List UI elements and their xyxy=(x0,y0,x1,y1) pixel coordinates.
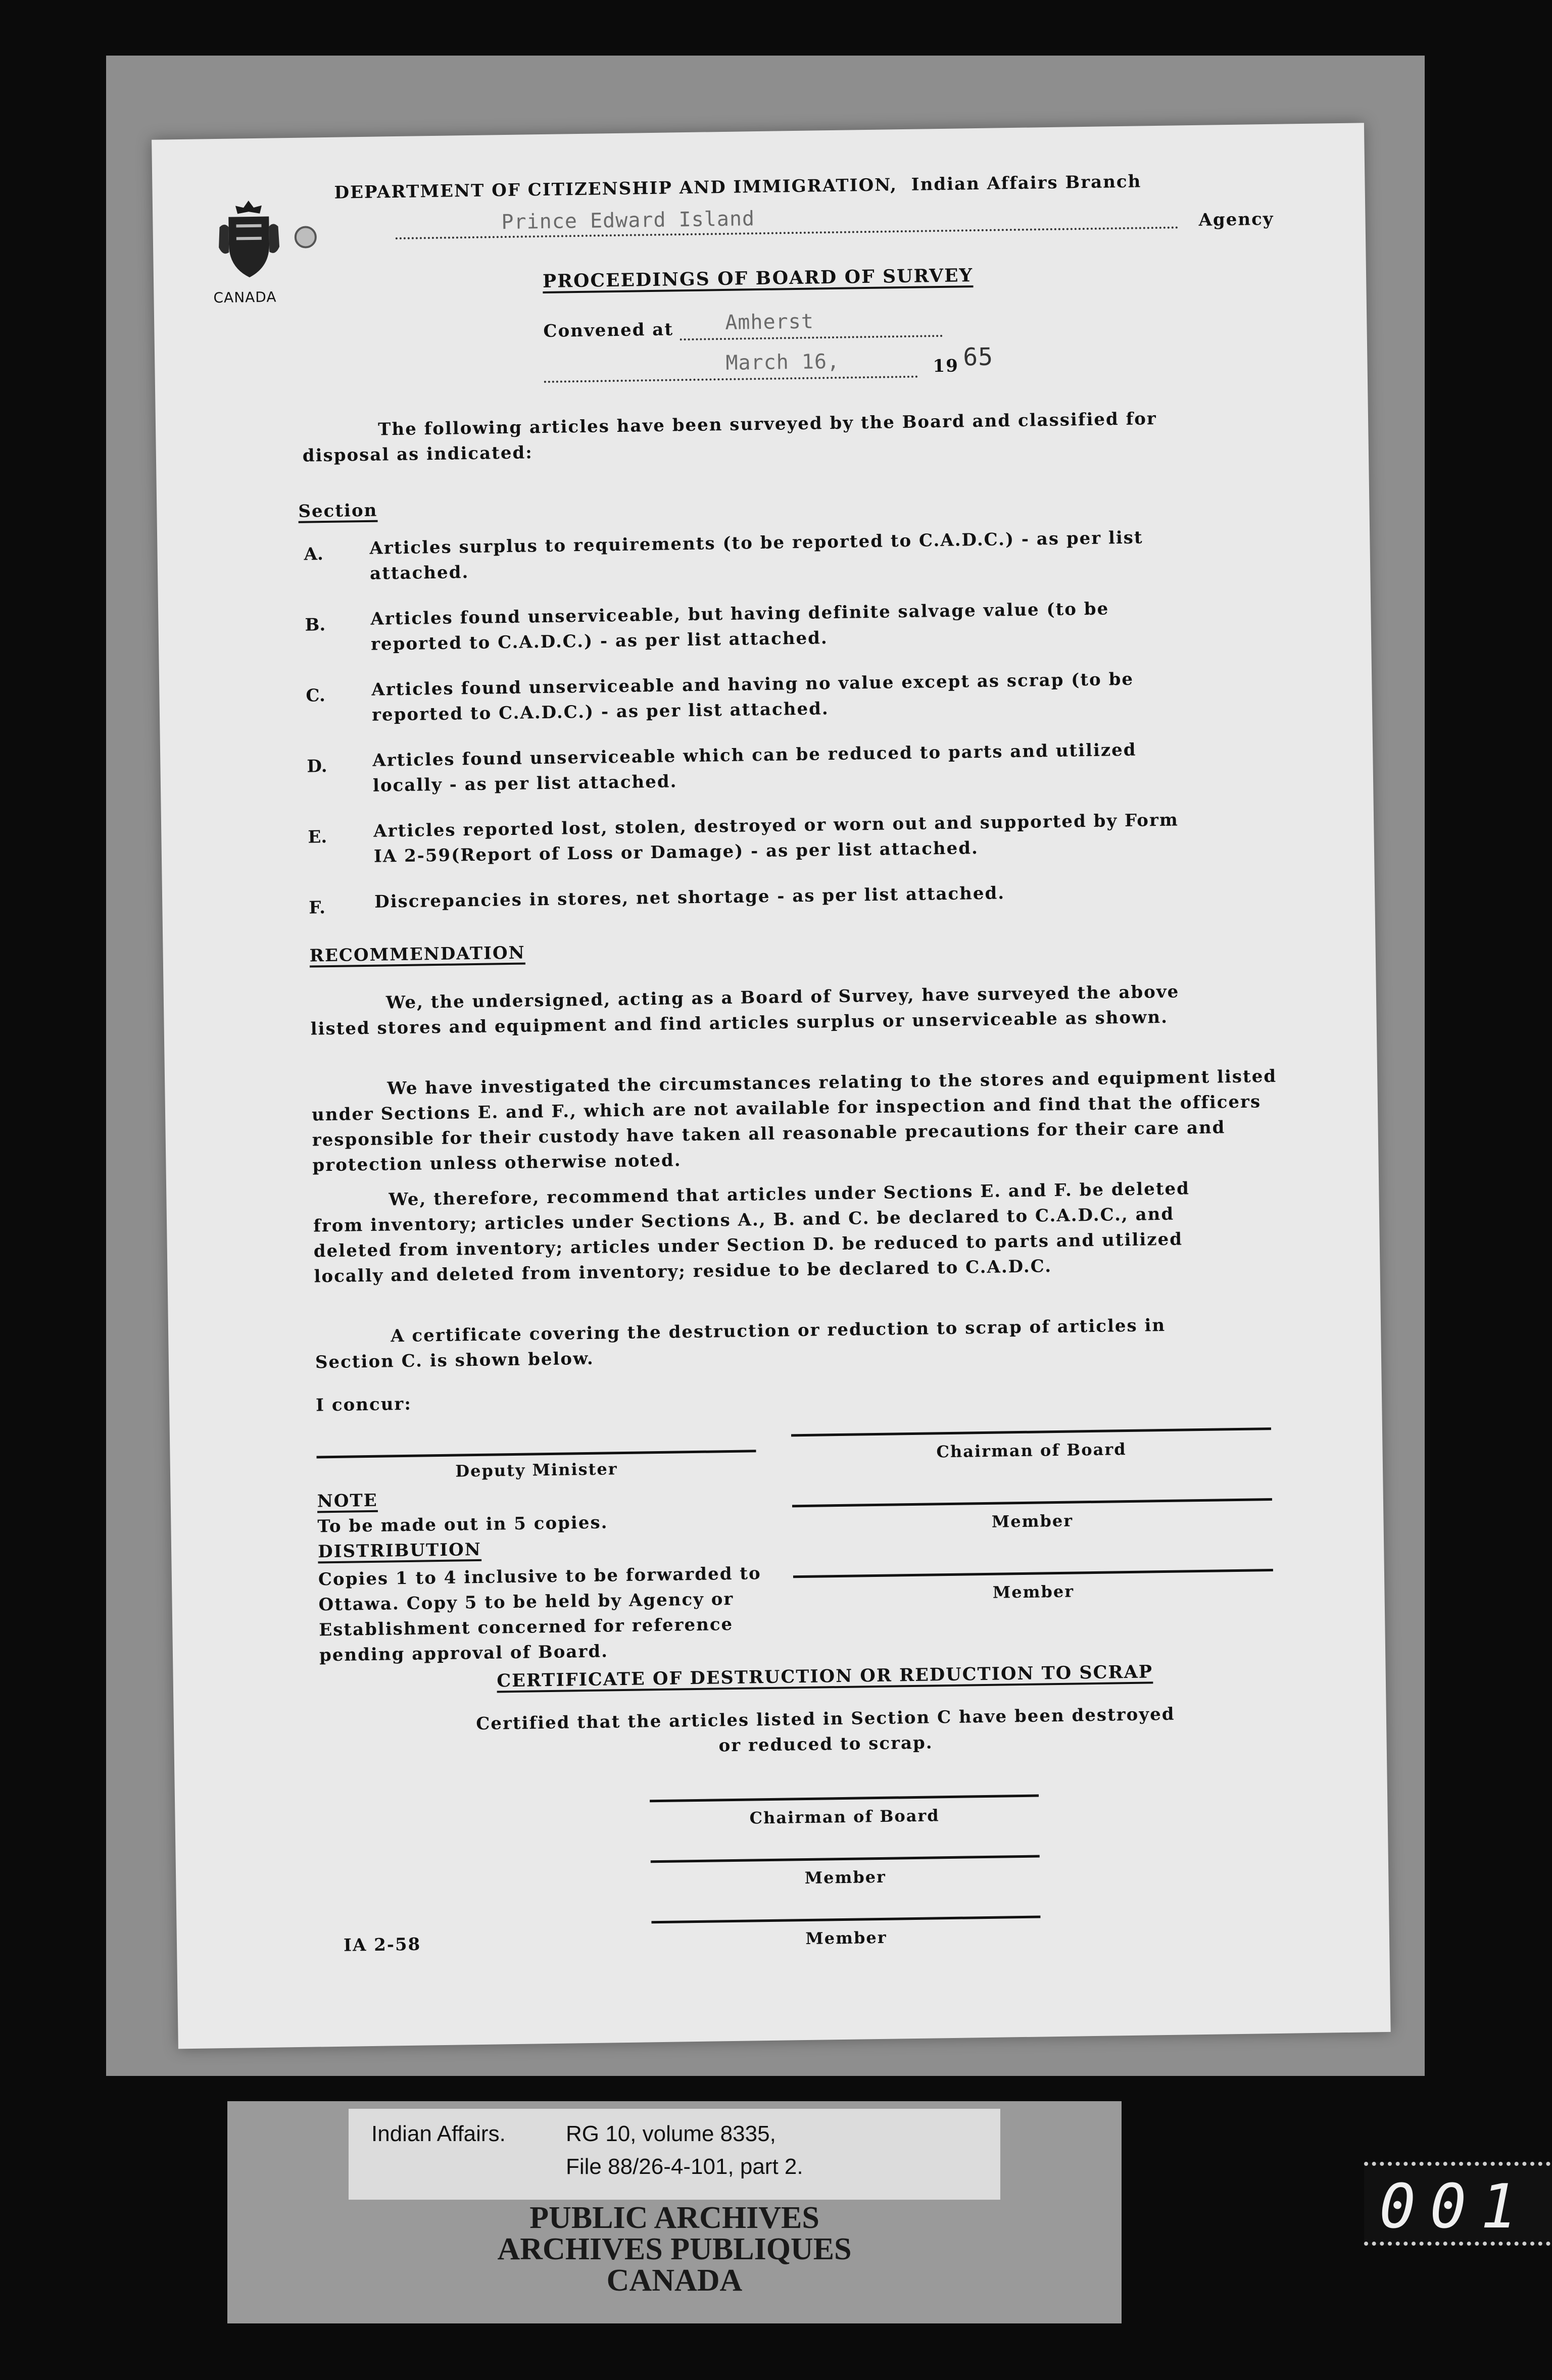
year-prefix: 19 xyxy=(933,356,959,377)
deputy-minister-signature-line xyxy=(317,1450,756,1458)
form-number: IA 2-58 xyxy=(343,1934,421,1956)
archive-collection: Indian Affairs. xyxy=(371,2121,506,2146)
note-text: To be made out in 5 copies. xyxy=(317,1512,608,1537)
concur-label: I concur: xyxy=(315,1394,412,1416)
film-frame-number xyxy=(1364,2162,1552,2246)
archive-label-strip xyxy=(227,2101,1122,2323)
section-text: Articles found unserviceable and having no value except as scrap (to be reported to C.A.D.C.) - as per list attached. xyxy=(371,669,1134,725)
emblem-label: CANADA xyxy=(213,288,277,307)
certificate-chairman-caption: Chairman of Board xyxy=(749,1806,940,1828)
member-signature-line xyxy=(792,1498,1272,1507)
convened-label: Convened at xyxy=(543,319,674,341)
date-dotted-line xyxy=(544,376,918,383)
archive-reference-line-2: File 88/26-4-101, part 2. xyxy=(566,2154,803,2179)
certificate-heading: CERTIFICATE OF DESTRUCTION OR REDUCTION TO SCRAP xyxy=(497,1661,1153,1692)
section-letter: C. xyxy=(306,685,326,706)
certificate-member-signature-line xyxy=(651,1855,1040,1863)
deputy-minister-caption: Deputy Minister xyxy=(455,1459,618,1481)
recommendation-paragraph: A certificate covering the destruction or reduction to scrap of articles in Section C. is shown below. xyxy=(315,1315,1166,1373)
archive-reference-line-1: RG 10, volume 8335, xyxy=(566,2121,776,2146)
certificate-member-caption: Member xyxy=(804,1867,887,1888)
section-letter: A. xyxy=(304,544,324,565)
branch-name: Indian Affairs Branch xyxy=(911,171,1142,195)
certificate-member-signature-line xyxy=(651,1916,1040,1924)
convened-value: Amherst xyxy=(724,310,814,334)
recommendation-paragraph: We have investigated the circumstances relating to the stores and equipment listed under Sections E. and F., which are not available for inspection and find that the officers responsible for their custody have taken all reasonable precautions for their care and protection unless otherwise noted. xyxy=(311,1066,1277,1176)
recommendation-paragraph: We, the undersigned, acting as a Board of Survey, have surveyed the above listed stores and equipment and find articles surplus or unserviceable as shown. xyxy=(310,981,1180,1039)
recommendation-paragraph: We, therefore, recommend that articles under Sections E. and F. be deleted from inventory; articles under Sections A., B. and C. be declared to C.A.D.C., and deleted from inventory; articles under Section D. be reduced to parts and utilized locally and deleted from inventory; residue to be declared to C.A.D.C. xyxy=(313,1178,1190,1287)
archives-english: PUBLIC ARCHIVES xyxy=(529,2201,819,2235)
department-name: DEPARTMENT OF CITIZENSHIP AND IMMIGRATION, xyxy=(334,175,898,203)
section-text: Articles reported lost, stolen, destroyed or worn out and supported by Form IA 2-59(Report of Loss or Damage) - as per list attached. xyxy=(373,810,1179,867)
archives-french: ARCHIVES PUBLIQUES xyxy=(497,2232,852,2266)
section-letter: F. xyxy=(309,898,326,918)
recommendation-heading: RECOMMENDATION xyxy=(309,943,525,966)
date-value: March 16, xyxy=(725,350,840,375)
section-text: Articles found unserviceable, but having definite salvage value (to be reported to C.A.D.C.) - as per list attached. xyxy=(370,599,1109,655)
survey-form-sheet xyxy=(152,123,1391,2049)
member-caption: Member xyxy=(992,1581,1075,1602)
member-signature-line xyxy=(793,1569,1273,1578)
agency-label: Agency xyxy=(1198,209,1274,230)
archive-reference-card xyxy=(349,2109,1000,2200)
canada-coat-of-arms-icon xyxy=(213,196,285,283)
note-heading: NOTE xyxy=(317,1490,378,1512)
distribution-text: Copies 1 to 4 inclusive to be forwarded to Ottawa. Copy 5 to be held by Agency or Establishment concerned for reference pending approval of Board. xyxy=(318,1563,761,1666)
agency-value: Prince Edward Island xyxy=(501,207,755,234)
chairman-signature-line xyxy=(791,1427,1271,1436)
section-letter: E. xyxy=(308,827,327,848)
intro-paragraph: The following articles have been surveyed by the Board and classified for disposal as indicated: xyxy=(302,409,1157,466)
distribution-heading: DISTRIBUTION xyxy=(317,1539,482,1562)
form-title: PROCEEDINGS OF BOARD OF SURVEY xyxy=(542,265,974,292)
year-value: 65 xyxy=(962,342,994,372)
section-letter: D. xyxy=(307,756,327,777)
chairman-caption: Chairman of Board xyxy=(936,1440,1127,1462)
convened-dotted-line xyxy=(680,335,943,340)
department-heading xyxy=(334,171,1141,203)
section-letter: B. xyxy=(305,615,326,635)
section-text: Articles surplus to requirements (to be reported to C.A.D.C.) - as per list attached. xyxy=(369,527,1143,584)
archives-country: CANADA xyxy=(606,2263,743,2298)
section-heading: Section xyxy=(298,500,378,522)
frame-number-text: 001 xyxy=(1379,2172,1531,2242)
seal-circle-icon xyxy=(295,226,317,249)
certificate-member-caption: Member xyxy=(805,1927,887,1949)
certificate-chairman-signature-line xyxy=(650,1795,1039,1803)
section-text: Articles found unserviceable which can be reduced to parts and utilized locally - as per list attached. xyxy=(372,739,1137,796)
member-caption: Member xyxy=(991,1511,1074,1531)
certificate-text: Certified that the articles listed in Section C have been destroyed or reduced to scrap. xyxy=(476,1704,1175,1756)
archives-stamp xyxy=(227,2202,1122,2296)
section-text: Discrepancies in stores, net shortage - as per list attached. xyxy=(374,883,1005,912)
